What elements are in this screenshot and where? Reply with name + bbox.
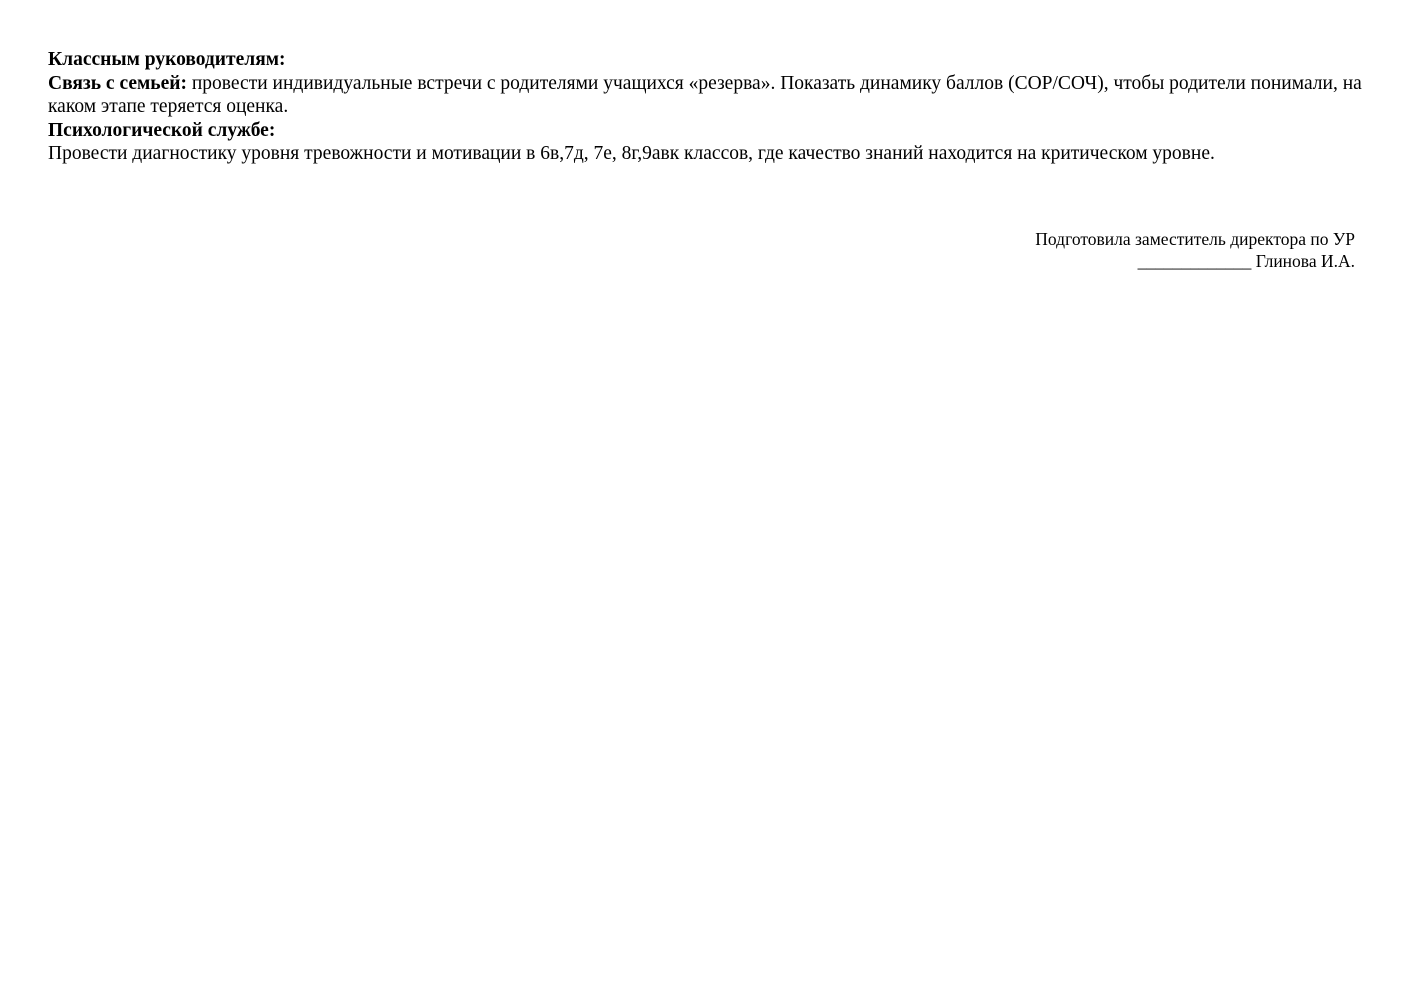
signer-name: Глинова И.А. [1251, 251, 1355, 271]
signature-block [1035, 228, 1355, 272]
family-paragraph [48, 72, 1368, 119]
psych-service-heading: Психологической службе: [48, 119, 276, 141]
family-text: провести индивидуальные встречи с родителями учащихся «резерва». Показать динамику баллов (СОР/СОЧ), чтобы родители понимали, на каком этапе теряется оценка. [48, 72, 1362, 117]
psych-paragraph: Провести диагностику уровня тревожности и мотивации в 6в,7д, 7е, 8г,9авк классов, где качество знаний находится на критическом уровне. [48, 143, 1215, 164]
family-label: Связь с семьей: [48, 72, 187, 94]
signature-name-line [1035, 250, 1355, 272]
document-body [48, 48, 1368, 166]
signature-line: _____________ [1137, 251, 1252, 271]
prepared-by-line: Подготовила заместитель директора по УР [1035, 229, 1355, 249]
class-teachers-heading: Классным руководителям: [48, 49, 286, 70]
